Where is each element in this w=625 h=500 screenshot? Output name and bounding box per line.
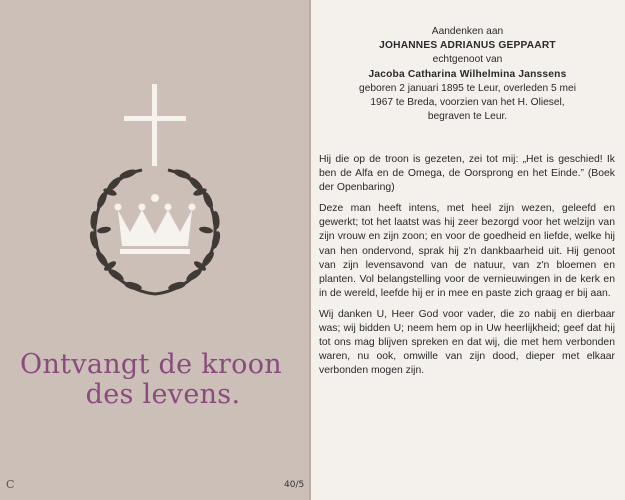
deceased-name: JOHANNES ADRIANUS GEPPAART (379, 40, 556, 52)
motto (12, 350, 302, 410)
birth-death-line-1: geboren 2 januari 1895 te Leur, overleden 5 mei (359, 82, 576, 94)
prayer-paragraph: Wij danken U, Heer God voor vader, die zo nabij en dierbaar was; wij bidden U; neem hem op in Uw heerlijkheid; geef dat hij tot ons mag blijven spreken en dat wij, die met hem verbonden waren, nu ook, omwille van zijn dood, dieper met elkaar verbonden mogen zijn. (319, 308, 615, 377)
motto-line-1: Ontvangt de kroon (20, 349, 282, 380)
memorial-text (319, 153, 615, 385)
header-line-1: Aandenken aan (431, 26, 504, 37)
life-paragraph: Deze man heeft intens, met heel zijn wezen, geleefd en gewerkt; tot het laatst was hij zeer bezorgd voor het welzijn van zijn vrouw en zijn zoon; en voor de goedheid en liefde, welke hij van hen ondervond, sprak hij z'n dankbaarheid uit. Hij genoot van zijn levensavond van de natuur, van z'n bloemen en planten. Vol belangstelling voor de vernieuwingen in de kerk en in de wereld, leefde hij er in mee en paste zich graag er bij aan. (319, 203, 615, 299)
corner-mark: C (6, 478, 15, 491)
laurel-wreath-icon (88, 168, 221, 294)
memorial-header (320, 25, 615, 124)
birth-death-line-2: 1967 te Breda, voorzien van het H. Oliesel, (370, 97, 565, 109)
scripture-paragraph: Hij die op de troon is gezeten, zei tot mij: „Het is geschied! Ik ben de Alfa en de Omega, de Oorsprong en het Einde.” (Boek der Openbaring) (319, 154, 615, 194)
emblem (80, 70, 230, 310)
crown-icon (115, 194, 196, 254)
header-line-3: echtgenoot van (432, 54, 503, 66)
spouse-name: Jacoba Catharina Wilhelmina Janssens (368, 68, 567, 80)
birth-death-line-3: begraven te Leur. (427, 111, 508, 123)
cross-icon (124, 84, 186, 166)
motto-line-2: des levens. (85, 379, 241, 410)
page-number: 40/5 (284, 480, 305, 490)
